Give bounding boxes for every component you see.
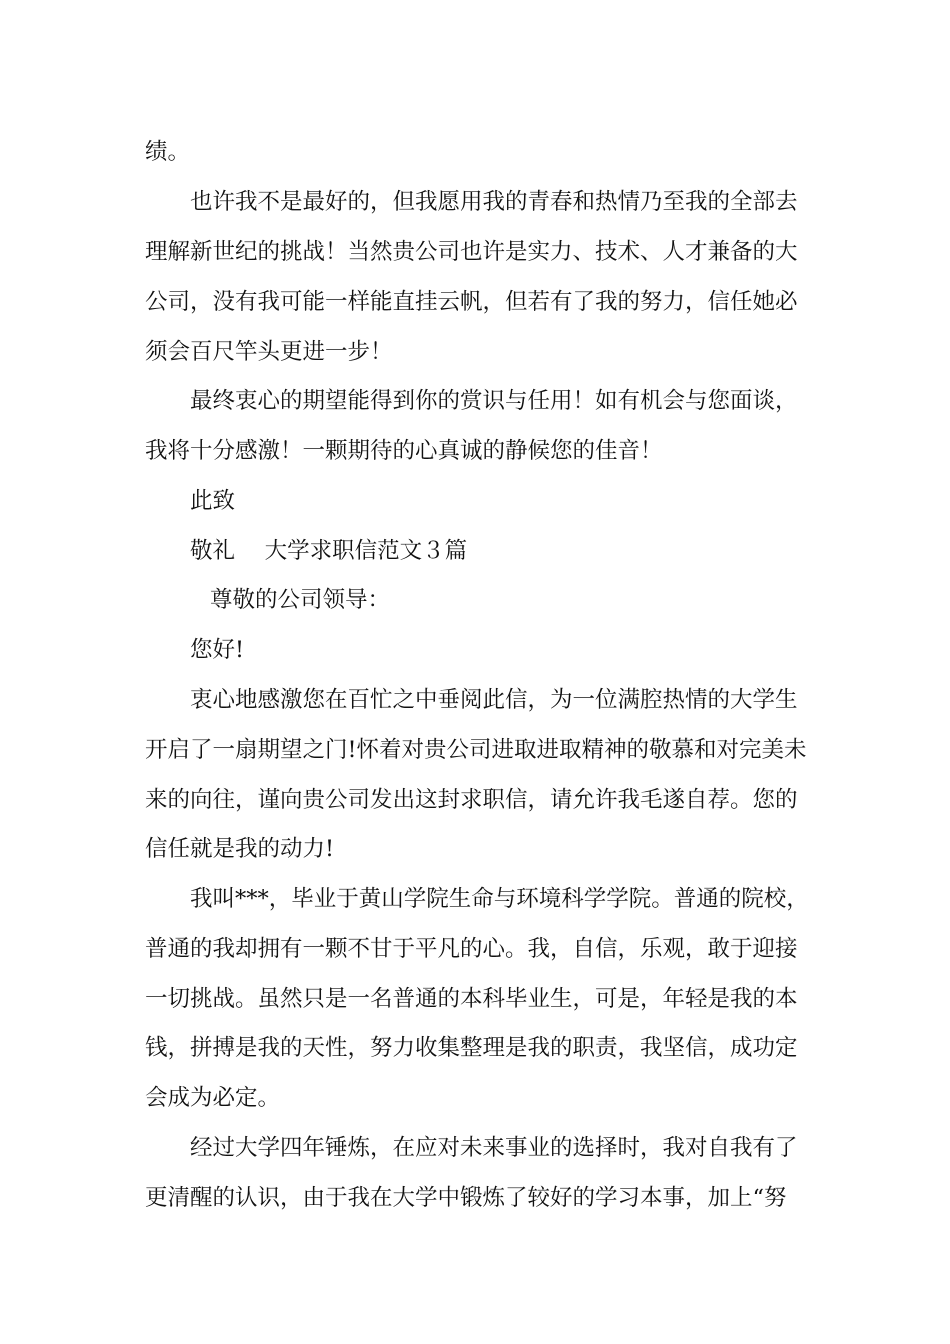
text-line: 开启了一扇期望之门!怀着对贵公司进取进取精神的敬慕和对完美未	[145, 737, 807, 763]
text-line: 理解新世纪的挑战！当然贵公司也许是实力、技术、人才兼备的大	[145, 239, 798, 265]
text-line: 更清醒的认识，由于我在大学中锻炼了较好的学习本事，加上“努	[145, 1185, 787, 1211]
text-line: 敬礼 大学求职信范文３篇	[190, 538, 468, 564]
text-line: 衷心地感激您在百忙之中垂阅此信，为一位满腔热情的大学生	[190, 687, 798, 713]
text-line: 最终衷心的期望能得到你的赏识与任用！如有机会与您面谈，	[190, 388, 798, 414]
text-line: 钱，拼搏是我的天性，努力收集整理是我的职责，我坚信，成功定	[145, 1035, 798, 1061]
text-line: 会成为必定。	[145, 1085, 281, 1111]
text-line: 绩。	[145, 139, 191, 165]
text-line: 一切挑战。虽然只是一名普通的本科毕业生，可是，年轻是我的本	[145, 986, 798, 1012]
text-line: 此致	[190, 488, 236, 514]
text-line: 须会百尺竿头更进一步！	[145, 339, 393, 365]
text-line: 尊敬的公司领导：	[210, 587, 391, 613]
text-line: 我叫***，毕业于黄山学院生命与环境科学学院。普通的院校，	[190, 886, 809, 912]
text-line: 您好!	[190, 637, 245, 663]
text-line: 信任就是我的动力!	[145, 836, 335, 862]
text-line: 来的向往，谨向贵公司发出这封求职信，请允许我毛遂自荐。您的	[145, 787, 798, 813]
text-line: 也许我不是最好的，但我愿用我的青春和热情乃至我的全部去	[190, 189, 798, 215]
text-line: 普通的我却拥有一颗不甘于平凡的心。我，自信，乐观，敢于迎接	[145, 936, 798, 962]
text-line: 我将十分感激！一颗期待的心真诚的静候您的佳音！	[145, 438, 663, 464]
text-line: 公司，没有我可能一样能直挂云帆，但若有了我的努力，信任她必	[145, 289, 798, 315]
text-line: 经过大学四年锤炼，在应对未来事业的选择时，我对自我有了	[190, 1135, 798, 1161]
